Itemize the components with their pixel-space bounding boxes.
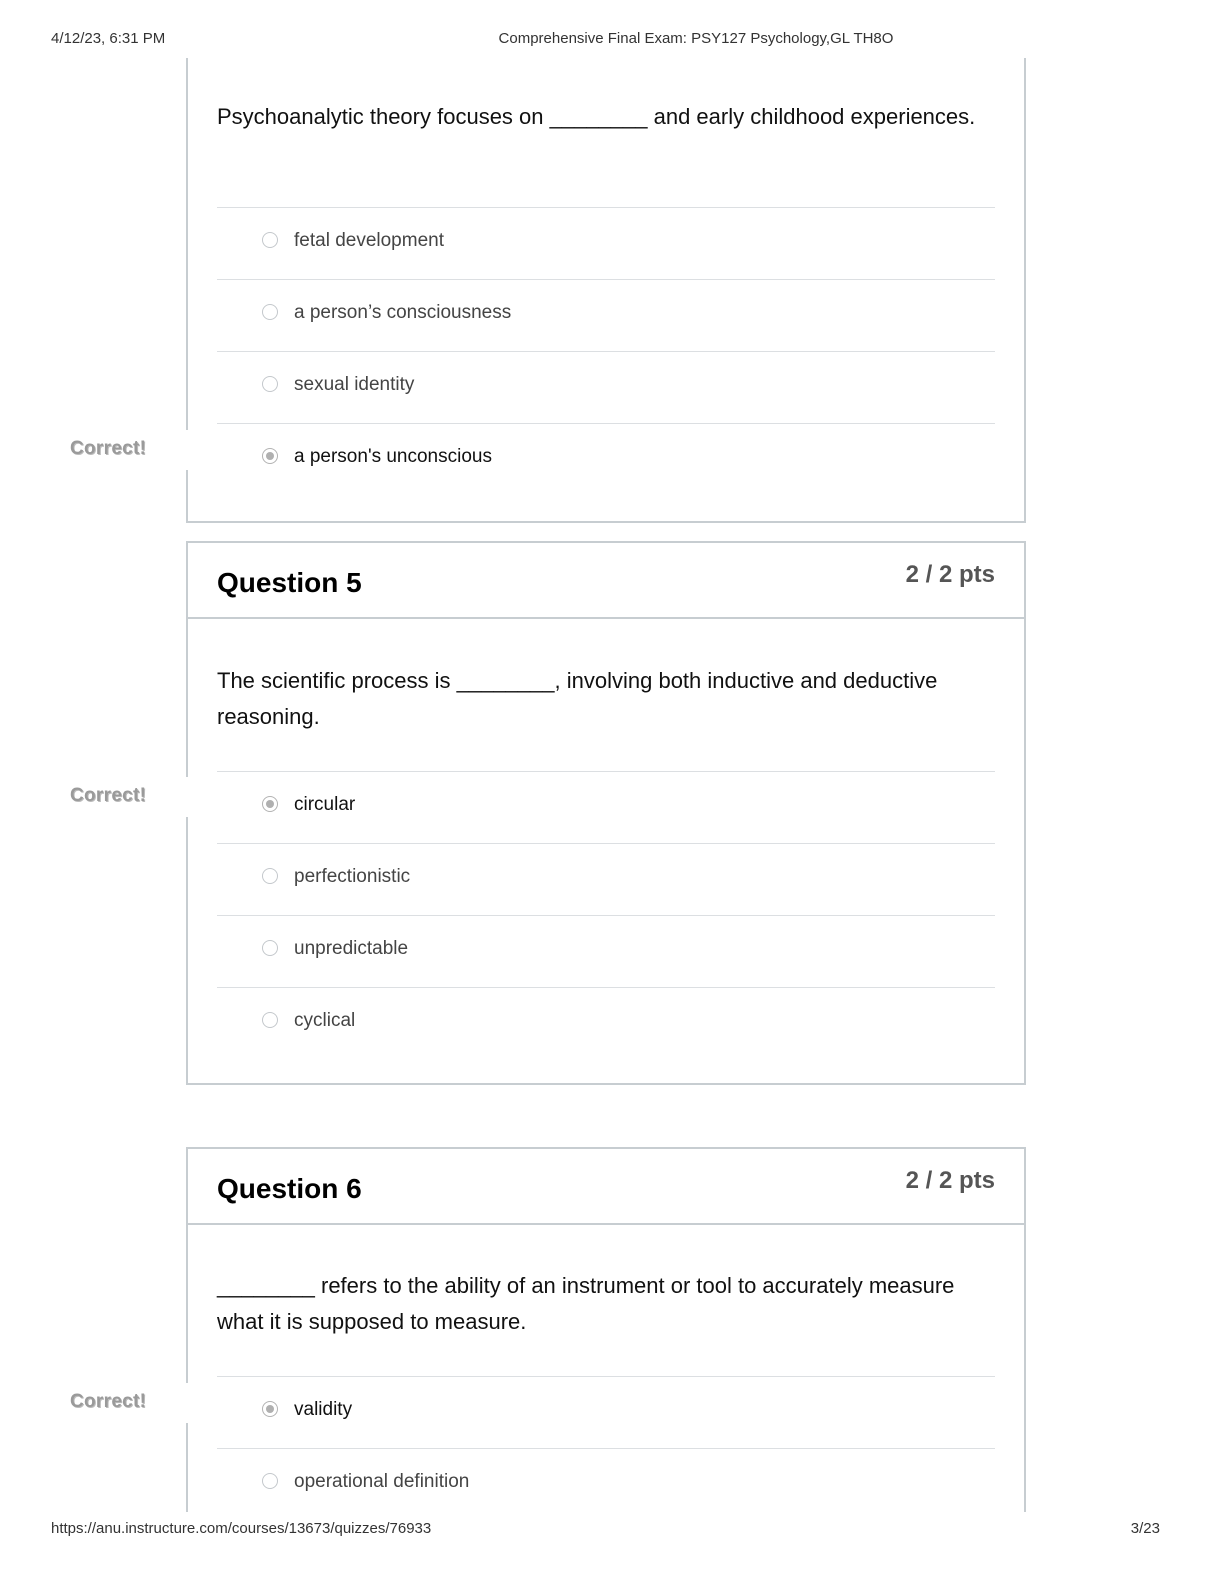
- answer-option[interactable]: [217, 987, 995, 1059]
- question-5-text: The scientific process is ________, involving both inductive and deductive reasoning.: [217, 668, 938, 729]
- question-5-title: Question 5: [217, 567, 362, 598]
- question-5-answers: [217, 771, 995, 1059]
- radio-button[interactable]: [262, 940, 278, 956]
- answer-label: a person’s consciousness: [294, 302, 512, 323]
- answer-option[interactable]: [217, 843, 995, 915]
- radio-button[interactable]: [262, 1012, 278, 1028]
- answer-option[interactable]: [217, 351, 995, 423]
- question-4-card: [186, 58, 1026, 523]
- correct-answer-marker: Correct!: [70, 438, 147, 459]
- radio-button-checked[interactable]: [262, 796, 278, 812]
- question-6-answers: [217, 1376, 995, 1520]
- question-6-card: [186, 1147, 1026, 1547]
- answer-label: fetal development: [294, 230, 444, 251]
- correct-marker-gap: [184, 1383, 190, 1423]
- question-4-text: Psychoanalytic theory focuses on ________ and early childhood experiences.: [217, 104, 976, 129]
- answer-label: validity: [294, 1399, 353, 1420]
- answer-option-selected[interactable]: [217, 771, 995, 843]
- correct-marker-gap: [184, 430, 190, 470]
- question-6-text: ________ refers to the ability of an instrument or tool to accurately measure what it is supposed to measure.: [217, 1273, 955, 1334]
- question-5-points: 2 / 2 pts: [905, 561, 995, 588]
- answer-label: perfectionistic: [294, 866, 411, 887]
- question-6-title: Question 6: [217, 1173, 362, 1204]
- document-title: Comprehensive Final Exam: PSY127 Psychology,GL TH8O: [498, 30, 894, 47]
- answer-label: circular: [294, 794, 356, 815]
- radio-button[interactable]: [262, 304, 278, 320]
- correct-answer-marker: Correct!: [70, 1391, 147, 1412]
- answer-option-selected[interactable]: [217, 1376, 995, 1448]
- radio-button-checked[interactable]: [262, 1401, 278, 1417]
- question-4-answers: [217, 207, 995, 495]
- answer-label: unpredictable: [294, 938, 409, 959]
- answer-option[interactable]: [217, 279, 995, 351]
- radio-button[interactable]: [262, 1473, 278, 1489]
- correct-answer-marker: Correct!: [70, 785, 147, 806]
- page-number: 3/23: [1130, 1520, 1160, 1537]
- answer-label: sexual identity: [294, 374, 415, 395]
- answer-option[interactable]: [217, 207, 995, 279]
- radio-button[interactable]: [262, 376, 278, 392]
- answer-option-selected[interactable]: [217, 423, 995, 495]
- question-5-card: [186, 541, 1026, 1085]
- answer-option[interactable]: [217, 1448, 995, 1520]
- page-url: https://anu.instructure.com/courses/13673/quizzes/76933: [51, 1520, 432, 1537]
- answer-label: operational definition: [294, 1471, 470, 1492]
- radio-button[interactable]: [262, 868, 278, 884]
- question-5-header: [188, 543, 1024, 619]
- answer-label: cyclical: [294, 1010, 356, 1031]
- correct-marker-gap: [184, 777, 190, 817]
- radio-button[interactable]: [262, 232, 278, 248]
- answer-label: a person's unconscious: [294, 446, 492, 467]
- question-6-header: [188, 1149, 1024, 1225]
- answer-option[interactable]: [217, 915, 995, 987]
- print-date: 4/12/23, 6:31 PM: [51, 30, 166, 47]
- question-6-points: 2 / 2 pts: [905, 1167, 995, 1194]
- radio-button-checked[interactable]: [262, 448, 278, 464]
